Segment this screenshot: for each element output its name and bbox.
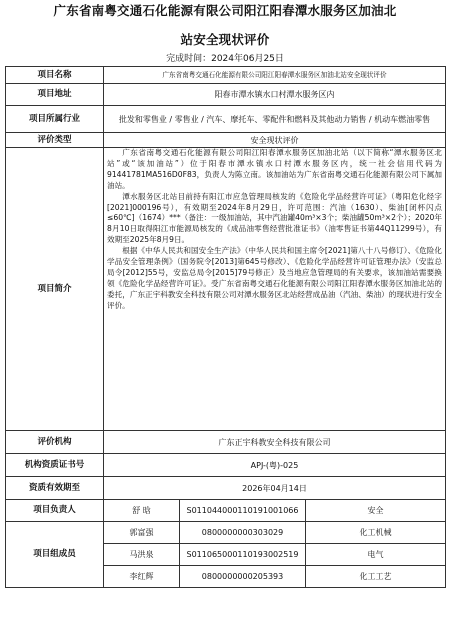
- leader-name: 舒 晗: [104, 500, 180, 522]
- row-industry: [6, 106, 446, 133]
- label-eval-type: 评价类型: [6, 133, 104, 148]
- member-cert: 0800000000205393: [180, 566, 306, 588]
- leader-specialty: 安全: [306, 500, 446, 522]
- row-member-1: [6, 522, 446, 544]
- row-summary: [6, 148, 446, 431]
- label-industry: 项目所属行业: [6, 106, 104, 133]
- label-members: 项目组成员: [6, 522, 104, 588]
- row-eval-type: [6, 133, 446, 148]
- leader-cert: S011044000110191001066: [180, 500, 306, 522]
- row-project-address: [6, 84, 446, 106]
- value-project-address: 阳春市潭水镇水口村潭水服务区内: [104, 84, 446, 106]
- row-project-name: [6, 67, 446, 84]
- member-cert: 0800000000303029: [180, 522, 306, 544]
- summary-paragraph-1: 广东省南粤交通石化能源有限公司阳江阳春潭水服务区加油北站（以下简称“潭水服务区北站”或“该加油站”）位于阳春市潭水镇水口村潭水服务区内，统一社会信用代码为91441781MA516D0F83，负责人为陈立南。该加油站为广东省南粤交通石化能源有限公司下属加油站。: [107, 148, 443, 190]
- label-summary: 项目简介: [6, 148, 104, 431]
- member-name: 李红辉: [104, 566, 180, 588]
- value-eval-org: 广东正宇科教安全科技有限公司: [104, 431, 446, 454]
- row-eval-org: [6, 431, 446, 454]
- label-eval-org: 评价机构: [6, 431, 104, 454]
- label-project-address: 项目地址: [6, 84, 104, 106]
- value-cert-no: APJ-(粤)-025: [104, 454, 446, 477]
- member-specialty: 化工工艺: [306, 566, 446, 588]
- row-valid-until: [6, 477, 446, 500]
- label-cert-no: 机构资质证书号: [6, 454, 104, 477]
- document-title-line2: 站安全现状评价: [180, 32, 270, 47]
- value-project-name: 广东省南粤交通石化能源有限公司阳江阳春潭水服务区加油北站安全现状评价: [104, 67, 446, 84]
- label-valid-until: 资质有效期至: [6, 477, 104, 500]
- completion-date: 完成时间：2024年06月25日: [166, 54, 284, 64]
- document-title-line1: 广东省南粤交通石化能源有限公司阳江阳春潭水服务区加油北: [53, 3, 397, 18]
- project-info-table: [5, 66, 446, 588]
- value-summary: [104, 148, 446, 431]
- value-valid-until: 2026年04月14日: [104, 477, 446, 500]
- member-specialty: 化工机械: [306, 522, 446, 544]
- summary-paragraph-3: 根据《中华人民共和国安全生产法》（中华人民共和国主席令[2021]第八十八号修订）、《危险化学品安全管理条例》（国务院令[2013]第645号修改）、《危险化学品经营许可证管理办法》（安监总局令[2012]55号，安监总局令[2015]79号修正）及当地应急管理局的有关要求，该加油站需要换领《危险化学品经营许可证》。受广东省南粤交通石化能源有限公司阳江阳春潭水服务区加油北站的委托，广东正宇科教安全科技有限公司对潭水服务区北站经营成品油（汽油、柴油）的现状进行安全评价。: [107, 246, 443, 310]
- row-leader: [6, 500, 446, 522]
- value-industry: 批发和零售业 / 零售业 / 汽车、摩托车、零配件和燃料及其他动力销售 / 机动车燃油零售: [104, 106, 446, 133]
- member-cert: S011065000110193002519: [180, 544, 306, 566]
- summary-paragraph-2: 潭水服务区北站目前持有阳江市应急管理局核发的《危险化学品经营许可证》（粤阳危化经字[2021]000196号），有效期至2024年8月29日，许可范围：汽油（1630）、柴油[闭杯闪点≤60℃]（1674）***（备注：一级加油站，其中汽油罐40m³×3个；柴油罐50m³×2个）；2020年8月10日取得阳江市能源局核发的《成品油零售经营批准证书》（油零售证书第44Q11299号），有效期至2025年8月9日。: [107, 191, 443, 245]
- label-project-name: 项目名称: [6, 67, 104, 84]
- row-cert-no: [6, 454, 446, 477]
- member-specialty: 电气: [306, 544, 446, 566]
- member-name: 马洪泉: [104, 544, 180, 566]
- value-eval-type: 安全现状评价: [104, 133, 446, 148]
- member-name: 郭富强: [104, 522, 180, 544]
- label-leader: 项目负责人: [6, 500, 104, 522]
